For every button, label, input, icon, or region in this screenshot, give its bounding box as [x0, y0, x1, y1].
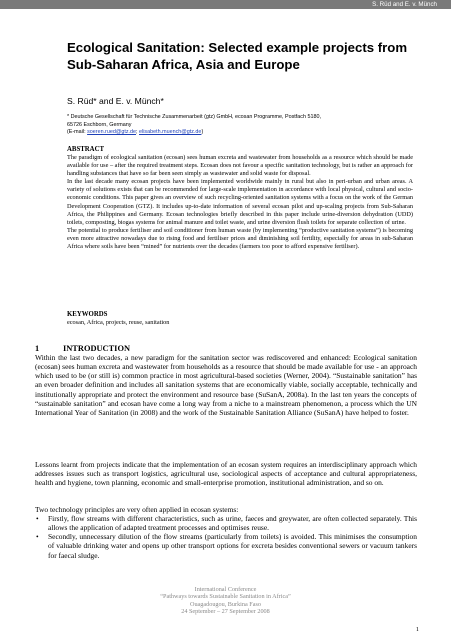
footer-line: 24 September – 27 September 2008	[181, 608, 270, 616]
email-separator: ;	[136, 129, 140, 136]
list-item	[35, 514, 417, 532]
list-item	[35, 532, 417, 559]
technology-principles-list	[35, 514, 417, 560]
body-paragraph: Two technology principles are very often applied in ecosan systems:	[35, 505, 239, 514]
affiliation-line-2: 65726 Eschborn, Germany	[67, 121, 132, 128]
list-item-text: Firstly, flow streams with different characteristics, such as urine, faeces and greywater, are often collected separately. This allows the application of adapted treatment processes and optimises reuse.	[48, 514, 417, 533]
intro-paragraph-3	[35, 505, 417, 514]
keywords-text: ecosan, Africa, projects, reuse, sanitation	[67, 319, 170, 326]
intro-paragraph-2	[35, 460, 417, 487]
abstract-heading: ABSTRACT	[67, 146, 105, 153]
bullet-icon: •	[36, 514, 39, 523]
list-item-text: Secondly, unnecessary dilution of the flow streams (particularly from toilets) is avoided. This minimises the consumption of valuable drinking water and opens up other transport options for excreta besides conventional sewers or vacuum tankers for faecal sludge.	[48, 532, 417, 560]
email-link-rued[interactable]: soeren.rued@gtz.de	[87, 129, 137, 136]
conference-footer	[0, 586, 451, 616]
body-paragraph: Lessons learnt from projects indicate that the implementation of an ecosan system requires an interdisciplinary approach which addresses issues such as transport logistics, agricultural use, sociological aspects of acceptance and cultural appropriateness, health and hygiene, town planning, economic and small-enterprise promotion, institutional administration, and so on.	[35, 460, 417, 488]
page-number: 1	[415, 626, 419, 633]
paper-title: Ecological Sanitation: Selected example projects from Sub-Saharan Africa, Asia and Europe	[67, 40, 408, 72]
footer-line: Ouagadougou, Burkina Faso	[190, 600, 261, 608]
authors: S. Rüd* and E. v. Münch*	[67, 96, 164, 106]
email-link-muench[interactable]: elisabeth.muench@gtz.de	[139, 129, 202, 136]
affiliation-line-1: * Deutsche Gesellschaft für Technische Zusammenarbeit (gtz) GmbH, ecosan Programme, Postfach 5180,	[67, 114, 321, 120]
abstract-body	[67, 154, 413, 251]
bullet-icon: •	[36, 532, 39, 542]
running-header-bar	[0, 0, 451, 9]
email-label: (E-mail:	[67, 129, 88, 136]
section-number: 1	[35, 344, 40, 353]
abstract-paragraph: In the last decade many ecosan projects have been implemented worldwide mainly in rural but also in peri-urban and urban areas. A variety of solutions exists that can be recommended for large-scale implementation in accordance with local physical, cultural and socio-economic conditions. This paper gives an overview of such recycling-oriented sanitation systems with a focus on the work of the German Development Cooperation (GTZ). It includes up-to-date information of several ecosan pilot and up-scaling projects from Sub-Saharan Africa, the Philippines and Germany. Ecosan technologies briefly described in this paper include urine-diversion dehydration (UDD) toilets, composting, biogas systems for animal manure and toilet waste, and urine diversion flush toilets for separate collection of urine.	[67, 178, 413, 226]
abstract-paragraph: The paradigm of ecological sanitation (ecosan) sees human excreta and wastewater from households as a resource which should be made available for use – after the required treatment steps. Ecosan does not favour a specific sanitation technology, but is rather an approach for handling substances that have so far been seen simply as wastewater and solid waste for disposal.	[67, 154, 413, 178]
section-title: INTRODUCTION	[63, 344, 131, 353]
footer-line: International Conference	[194, 586, 257, 593]
body-paragraph: Within the last two decades, a new paradigm for the sanitation sector was rediscovered and enhanced: Ecological sanitation (ecosan) sees human excreta and wastewater from households as a resource that should be made available for use - an approach which used to be (or still is) common practice in most agricultural-based societies (Werner, 2004). “Sustainable sanitation” has an even broader definition and includes all sanitation systems that are economically viable, socially acceptable, technically and institutionally appropriate and protect the environment and resource base (SuSanA, 2008a). In the last ten years the concepts of “sustainable sanitation” and ecosan have come a long way from a niche to a mainstream phenomenon, a process which the UN International Year of Sanitation (in 2008) and the work of the Sustainable Sanitation Alliance (SuSanA) have helped to foster.	[35, 353, 417, 417]
section-heading	[35, 344, 130, 353]
affiliation	[67, 114, 397, 137]
email-close: )	[201, 129, 204, 136]
footer-line: “Pathways towards Sustainable Sanitation in Africa”	[160, 593, 291, 601]
abstract-paragraph: The potential to produce fertiliser and soil conditioner from human waste (by implementing “productive sanitation systems”) is becoming even more attractive nowadays due to rising food and fertiliser prices and diminishing soil fertility, especially for areas in sub-Saharan Africa where soils have been “mined” for nutrients over the decades (farmers too poor to afford expensive fertiliser).	[67, 226, 413, 251]
affiliation-email-line	[67, 129, 397, 137]
keywords-heading: KEYWORDS	[67, 311, 108, 318]
running-head: S. Rüd and E. v. Münch	[372, 1, 437, 8]
intro-paragraph-1	[35, 353, 417, 417]
